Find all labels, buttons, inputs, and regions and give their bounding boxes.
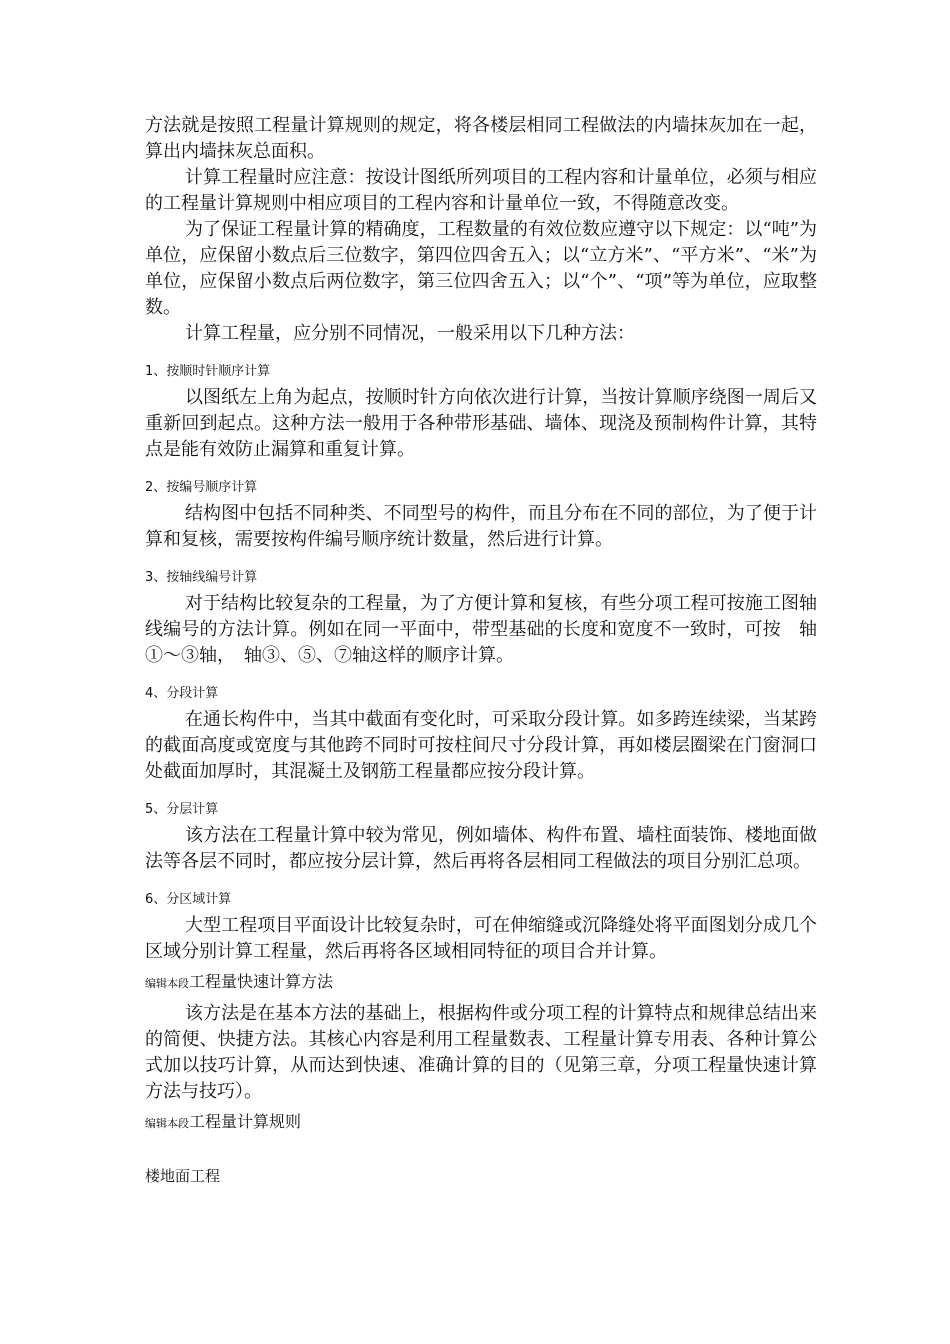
quick-method-title: 工程量快速计算方法 — [189, 972, 334, 991]
section-heading-axis: 3、按轴线编号计算 — [145, 570, 258, 585]
quick-method-body: 该方法是在基本方法的基础上，根据构件或分项工程的计算特点和规律总结出来的简便、快捷方法。其核心内容是利用工程量数表、工程量计算专用表、各种计算公式加以技巧计算，从而达到快速、准确计算的目的（见第三章，分项工程量快速计算方法与技巧）。 — [145, 1003, 817, 1102]
intro-paragraph-1: 方法就是按照工程量计算规则的规定，将各楼层相同工程做法的内墙抹灰加在一起，算出内墙抹灰总面积。 — [145, 115, 817, 162]
rules-title: 工程量计算规则 — [189, 1112, 302, 1131]
intro-paragraph-2: 计算工程量时应注意：按设计图纸所列项目的工程内容和计量单位，必须与相应的工程量计算规则中相应项目的工程内容和计量单位一致，不得随意改变。 — [145, 167, 817, 214]
edit-section-link[interactable]: 编辑本段 — [145, 977, 189, 990]
section-heading-clockwise: 1、按顺时针顺序计算 — [145, 364, 271, 379]
rules-heading — [145, 1109, 817, 1137]
section-heading-region: 6、分区域计算 — [145, 892, 232, 907]
section-body-layer: 该方法在工程量计算中较为常见，例如墙体、构件布置、墙柱面装饰、楼地面做法等各层不同时，都应按分层计算，然后再将各层相同工程做法的项目分别汇总项。 — [145, 825, 817, 872]
document-page — [145, 113, 817, 1187]
edit-section-link[interactable]: 编辑本段 — [145, 1117, 189, 1130]
section-body-numbering: 结构图中包括不同种类、不同型号的构件，而且分布在不同的部位，为了便于计算和复核，需要按构件编号顺序统计数量，然后进行计算。 — [145, 503, 817, 550]
section-body-region: 大型工程项目平面设计比较复杂时，可在伸缩缝或沉降缝处将平面图划分成几个区域分别计算工程量，然后再将各区域相同特征的项目合并计算。 — [145, 915, 817, 962]
section-heading-segment: 4、分段计算 — [145, 686, 219, 701]
section-body-axis: 对于结构比较复杂的工程量，为了方便计算和复核，有些分项工程可按施工图轴线编号的方法计算。例如在同一平面中，带型基础的长度和宽度不一致时，可按 轴①～③轴， 轴③、⑤、⑦轴这样的顺序计算。 — [145, 593, 817, 666]
section-heading-layer: 5、分层计算 — [145, 802, 219, 817]
intro-paragraph-4: 计算工程量，应分别不同情况，一般采用以下几种方法： — [185, 323, 635, 344]
intro-paragraph-3: 为了保证工程量计算的精确度，工程数量的有效位数应遵守以下规定：以“吨”为单位，应保留小数点后三位数字，第四位四舍五入；以“立方米”、“平方米”、“米”为单位，应保留小数点后两位数字，第三位四舍五入；以“个”、“项”等为单位，应取整数。 — [145, 219, 817, 318]
section-body-clockwise: 以图纸左上角为起点，按顺时针方向依次进行计算，当按计算顺序绕图一周后又重新回到起点。这种方法一般用于各种带形基础、墙体、现浇及预制构件计算，其特点是能有效防止漏算和重复计算。 — [145, 387, 817, 460]
floor-engineering-title: 楼地面工程 — [145, 1167, 221, 1185]
section-heading-numbering: 2、按编号顺序计算 — [145, 480, 258, 495]
quick-method-heading — [145, 969, 817, 997]
section-body-segment: 在通长构件中，当其中截面有变化时，可采取分段计算。如多跨连续梁，当某跨的截面高度或宽度与其他跨不同时可按柱间尺寸分段计算，再如楼层圈梁在门窗洞口处截面加厚时，其混凝土及钢筋工程量都应按分段计算。 — [145, 709, 817, 782]
